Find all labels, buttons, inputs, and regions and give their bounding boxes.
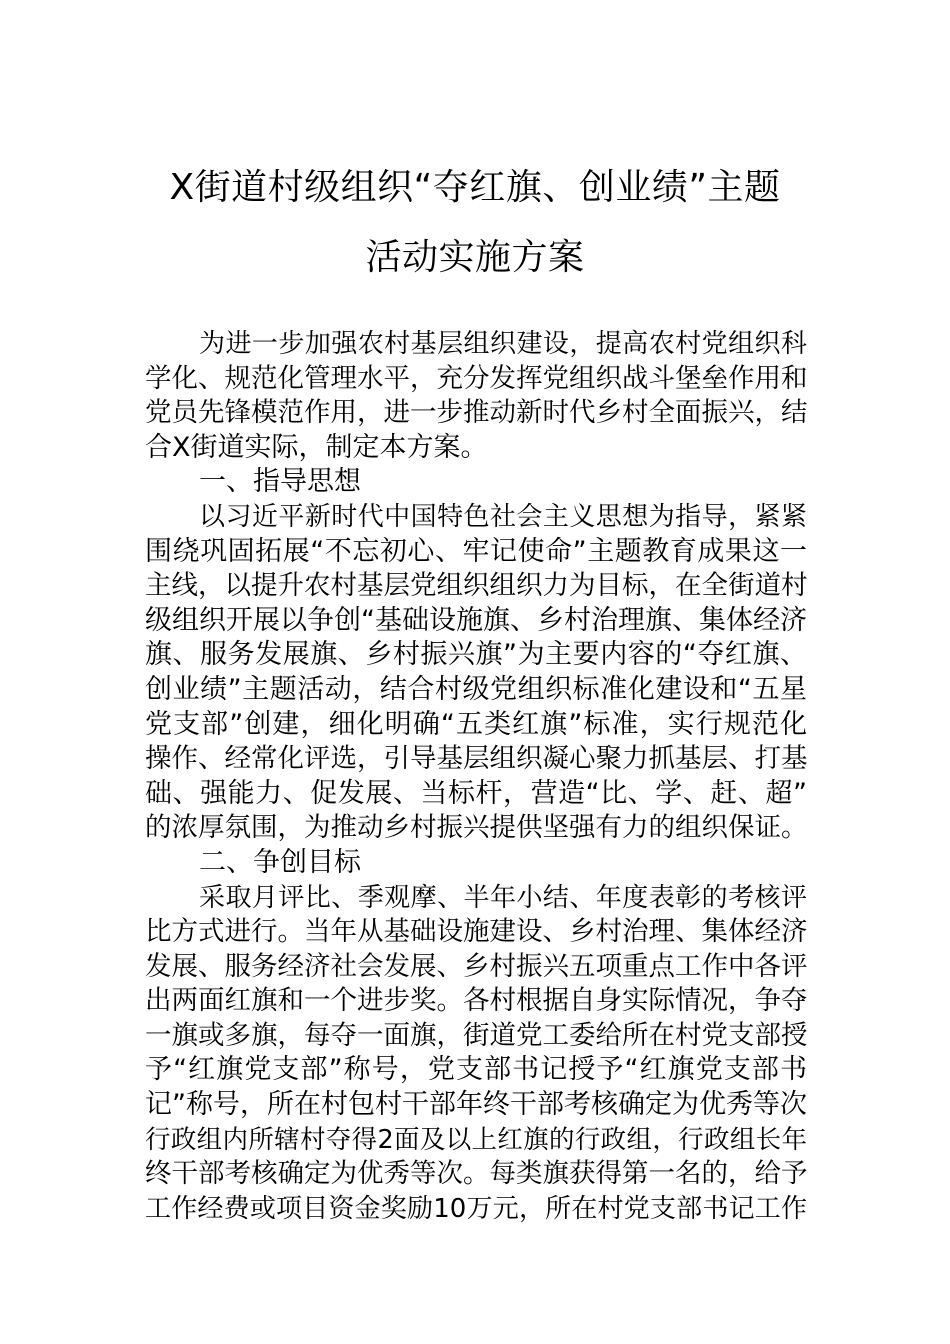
section-heading: 一、指导思想 bbox=[199, 466, 361, 498]
paragraph-line: 旗、服务发展旗、乡村振兴旗”为主要内容的“夺红旗、 bbox=[145, 639, 807, 671]
document-title-line-1: X街道村级组织“夺红旗、创业绩”主题 bbox=[169, 167, 781, 208]
paragraph-line: 创业绩”主题活动，结合村级党组织标准化建设和“五星 bbox=[145, 673, 807, 705]
paragraph-line: 的浓厚氛围，为推动乡村振兴提供坚强有力的组织保证。 bbox=[145, 812, 808, 844]
paragraph-line: 发展、服务经济社会发展、乡村振兴五项重点工作中各评 bbox=[145, 950, 808, 982]
paragraph-line: 合X街道实际，制定本方案。 bbox=[145, 431, 488, 463]
paragraph-line: 予“红旗党支部”称号，党支部书记授予“红旗党支部书 bbox=[145, 1054, 807, 1086]
paragraph-line: 采取月评比、季观摩、半年小结、年度表彰的考核评 bbox=[199, 882, 807, 913]
paragraph-line: 学化、规范化管理水平，充分发挥党组织战斗堡垒作用和 bbox=[145, 362, 808, 394]
paragraph-line: 出两面红旗和一个进步奖。各村根据自身实际情况，争夺 bbox=[145, 985, 808, 1017]
paragraph-line: 党支部”创建，细化明确“五类红旗”标准，实行规范化 bbox=[145, 708, 807, 740]
paragraph-line: 一旗或多旗，每夺一面旗，街道党工委给所在村党支部授 bbox=[145, 1019, 808, 1051]
paragraph-line: 党员先锋模范作用，进一步推动新时代乡村全面振兴，结 bbox=[145, 397, 808, 429]
paragraph-line: 为进一步加强农村基层组织建设，提高农村党组织科 bbox=[199, 329, 807, 359]
paragraph-line: 行政组内所辖村夺得2面及以上红旗的行政组，行政组长年 bbox=[145, 1124, 807, 1155]
paragraph-line: 以习近平新时代中国特色社会主义思想为指导，紧紧 bbox=[199, 501, 807, 532]
section-heading: 二、争创目标 bbox=[199, 846, 361, 878]
paragraph-line: 围绕巩固拓展“不忘初心、牢记使命”主题教育成果这一 bbox=[145, 535, 807, 567]
paragraph-line: 工作经费或项目资金奖励10万元，所在村党支部书记工作 bbox=[145, 1193, 807, 1224]
paragraph-line: 比方式进行。当年从基础设施建设、乡村治理、集体经济 bbox=[145, 916, 808, 948]
document-body bbox=[145, 327, 807, 1226]
paragraph-line: 级组织开展以争创“基础设施旗、乡村治理旗、集体经济 bbox=[145, 604, 807, 636]
document-title-line-2: 活动实施方案 bbox=[365, 237, 585, 278]
paragraph-line: 操作、经常化评选，引导基层组织凝心聚力抓基层、打基 bbox=[145, 743, 808, 775]
paragraph-line: 础、强能力、促发展、当标杆，营造“比、学、赶、超” bbox=[145, 777, 807, 809]
paragraph-line: 终干部考核确定为优秀等次。每类旗获得第一名的，给予 bbox=[145, 1158, 808, 1190]
paragraph-line: 主线，以提升农村基层党组织组织力为目标，在全街道村 bbox=[145, 570, 808, 602]
paragraph-line: 记”称号，所在村包村干部年终干部考核确定为优秀等次 bbox=[145, 1089, 807, 1121]
